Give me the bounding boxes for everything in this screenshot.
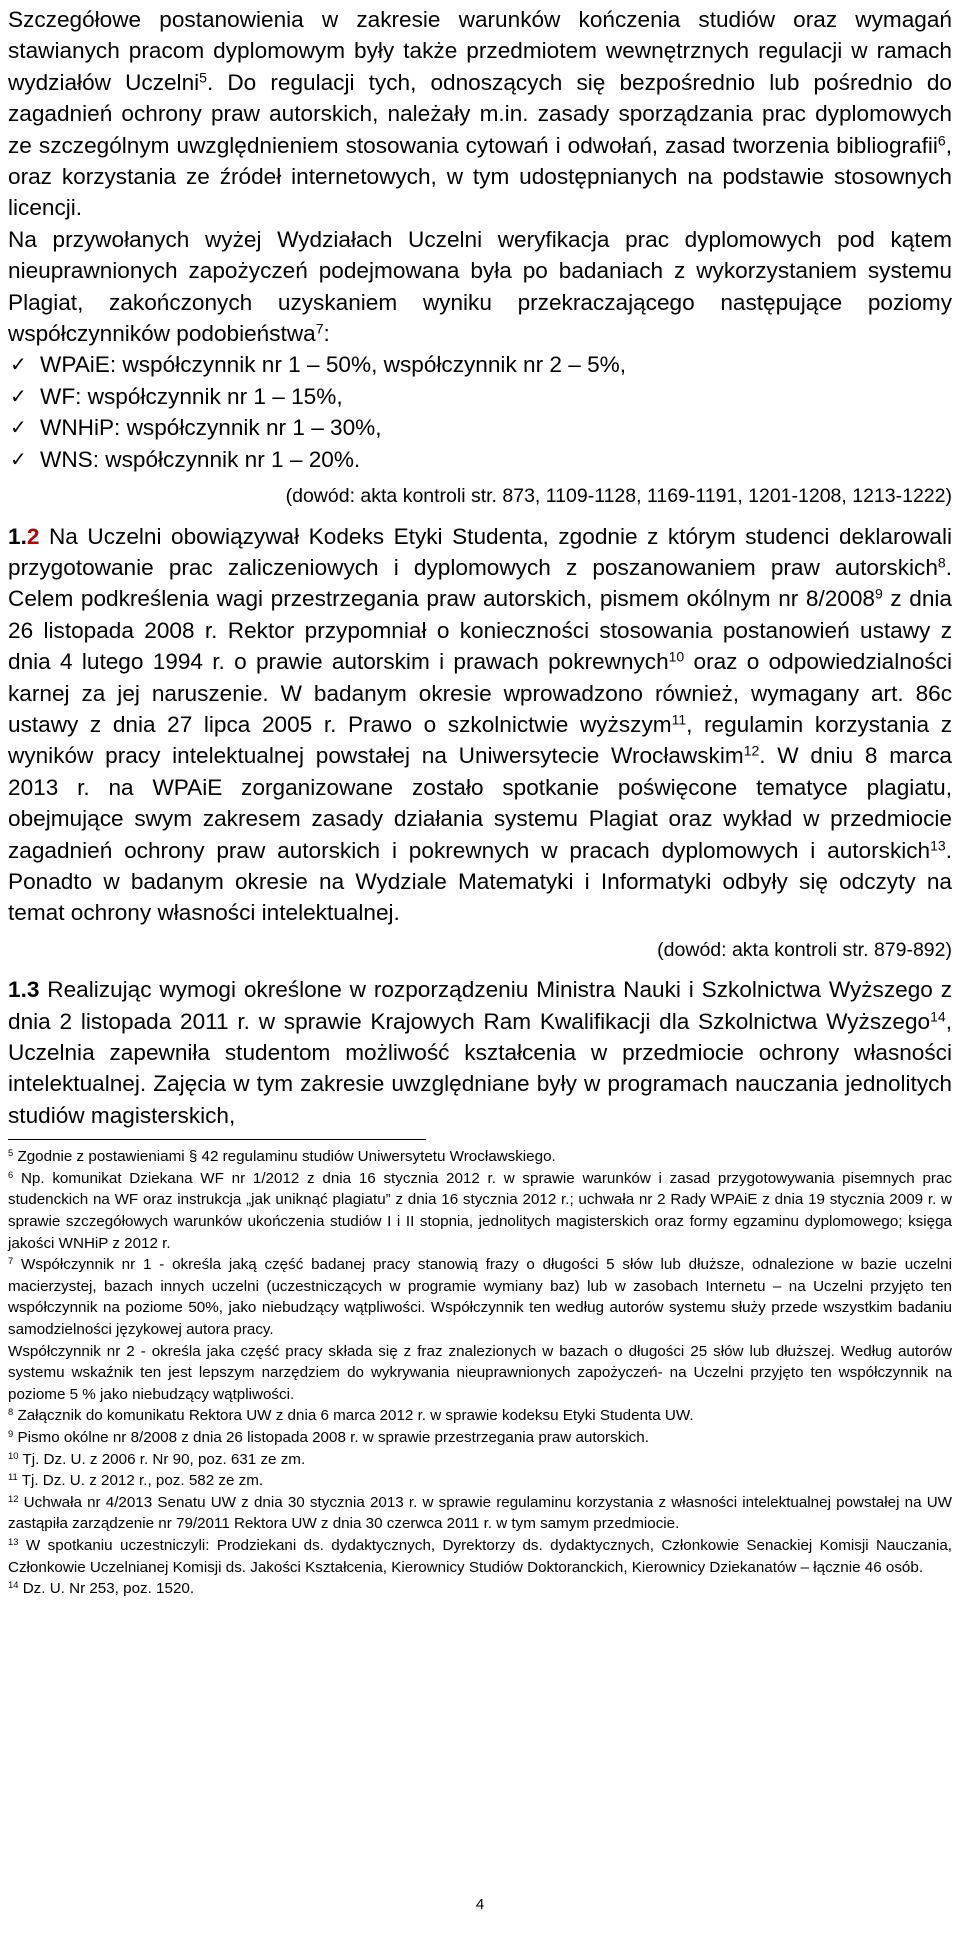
footnote-ref-10[interactable]: 10 — [668, 648, 685, 665]
footnote-ref-8[interactable]: 8 — [937, 554, 946, 571]
section-number: 1.2 — [8, 523, 40, 549]
evidence-note: (dowód: akta kontroli str. 879-892) — [657, 938, 952, 961]
page-number: 4 — [475, 1896, 485, 1913]
section-1-3: 1.3 Realizując wymogi określone w rozporządzeniu Ministra Nauki i Szkolnictwa Wyższego z dnia 2 listopada 2011 r. w sprawie Krajowych Ram Kwalifikacji dla Szkolnictwa Wyższego$^{14}$, Uczelnia zapewniła studentom możliwość kształcenia w przedmiocie ochrony własności intelektualnej. Zajęcia w tym zakresie uwzględniane były w programach nauczania jednolitych studiów magisterskich, — [8, 977, 952, 1128]
footnote: $^8$ Załącznik do komunikatu Rektora UW z dnia 6 marca 2012 r. w sprawie kodeksu Etyki Studenta UW. — [8, 1406, 694, 1425]
similarity-thresholds-list — [8, 349, 952, 475]
checkmark-icon: ✓ — [10, 352, 27, 377]
footnote: $^{11}$ Tj. Dz. U. z 2012 r., poz. 582 ze zm. — [8, 1470, 264, 1490]
footnote-ref-14[interactable]: 14 — [930, 1007, 946, 1024]
list-item: ✓ WPAiE: współczynnik nr 1 – 50%, współczynnik nr 2 – 5%, — [8, 349, 952, 380]
section-number: 1.3 — [8, 977, 40, 1003]
footnote-ref-11[interactable]: 11 — [671, 711, 687, 728]
paragraph-graduation-rules: Szczegółowe postanowienia w zakresie warunków kończenia studiów oraz wymagań stawianych pracom dyplomowym były także przedmiotem wewnętrznych regulacji w ramach wydziałów Uczelni$^5$. Do regulacji tych, odnoszących się bezpośrednio lub pośrednio do zagadnień ochrony praw autorskich, należały m.in. zasady sporządzania prac dyplomowych ze szczególnym uwzględnieniem stosowania cytowań i odwołań, zasad tworzenia bibliografii$^6$, oraz korzystania ze źródeł internetowych, w tym udostępnianych na podstawie stosownych licencji. — [8, 7, 952, 221]
footnote-ref-9[interactable]: 9 — [875, 585, 883, 602]
footnote-ref-6[interactable]: 6 — [937, 131, 946, 148]
footnote: $^{12}$ Uchwała nr 4/2013 Senatu UW z dnia 30 stycznia 2013 r. w sprawie regulaminu korzystania z własności intelektualnej powstałej na UW zastąpiła zarządzenie nr 79/2011 Rektora UW z dnia 30 czerwca 2011 r. w tym samym przedmiocie. — [8, 1492, 952, 1533]
footnote: $^{14}$ Dz. U. Nr 253, poz. 1520. — [8, 1578, 195, 1598]
footnote: $^{13}$ W spotkaniu uczestniczyli: Prodziekani ds. dydaktycznych, Dyrektorzy ds. dydaktycznych, Członkowie Senackiej Komisji Nauczania, Członkowie Uczelnianej Komisji ds. Jakości Kształcenia, Kierownicy Studiów Doktoranckich, Kierownicy Dziekanatów – łącznie 46 osób. — [8, 1535, 952, 1576]
list-item: ✓ WNHiP: współczynnik nr 1 – 30%, — [8, 412, 952, 443]
footnote: $^5$ Zgodnie z postawieniami § 42 regulaminu studiów Uniwersytetu Wrocławskiego. — [8, 1147, 556, 1166]
footnote-separator — [8, 1139, 426, 1140]
list-item: ✓ WNS: współczynnik nr 1 – 20%. — [8, 444, 952, 475]
evidence-note: (dowód: akta kontroli str. 873, 1109-1128, 1169-1191, 1201-1208, 1213-1222) — [285, 485, 952, 508]
footnote-ref-7[interactable]: 7 — [315, 320, 324, 337]
footnote: $^9$ Pismo okólne nr 8/2008 z dnia 26 listopada 2008 r. w sprawie przestrzegania praw autorskich. — [8, 1427, 649, 1446]
footnote: $^{10}$ Tj. Dz. U. z 2006 r. Nr 90, poz. 631 ze zm. — [8, 1449, 306, 1468]
footnote: Współczynnik nr 2 - określa jaka część pracy składa się z fraz znalezionych w bazach o długości 25 słów lub dłuższej. Według autorów systemu wskaźnik ten jest lepszym narzędziem do wykrywania nieuprawnionych zapożyczeń- na Uczelni przyjęto ten współczynnik na poziome 5 % jako niebudzący wątpliwości. — [8, 1342, 952, 1403]
footnotes — [8, 1146, 952, 1599]
paragraph-plagiarism-verification: Na przywołanych wyżej Wydziałach Uczelni weryfikacja prac dyplomowych pod kątem nieuprawnionych zapożyczeń podejmowana była po badaniach z wykorzystaniem systemu Plagiat, zakończonych uzyskaniem wyniku przekraczającego następujące poziomy współczynników podobieństwa$^7$: — [8, 226, 952, 347]
main-text — [8, 4, 952, 1131]
footnote-ref-5[interactable]: 5 — [199, 69, 207, 86]
checkmark-icon: ✓ — [10, 383, 27, 408]
footnote-ref-12[interactable]: 12 — [743, 742, 760, 759]
checkmark-icon: ✓ — [10, 415, 27, 440]
footnote-ref-13[interactable]: 13 — [930, 836, 946, 853]
section-1-2: 1.2 Na Uczelni obowiązywał Kodeks Etyki Studenta, zgodnie z którym studenci deklarowali przygotowanie prac zaliczeniowych i dyplomowych z poszanowaniem praw autorskich$^8$. Celem podkreślenia wagi przestrzegania praw autorskich, pismem okólnym nr 8/2008$^9$ z dnia 26 listopada 2008 r. Rektor przypomniał o konieczności stosowania postanowień ustawy z dnia 4 lutego 1994 r. o prawie autorskim i prawach pokrewnych$^{10}$ oraz o odpowiedzialności karnej za jej naruszenie. W badanym okresie wprowadzono również, wymagany art. 86c ustawy z dnia 27 lipca 2005 r. Prawo o szkolnictwie wyższym$^{11}$, regulamin korzystania z wyników pracy intelektualnej powstałej na Uniwersytecie Wrocławskim$^{12}$. W dniu 8 marca 2013 r. na WPAiE zorganizowane zostało spotkanie poświęcone tematyce plagiatu, obejmujące swym zakresem zasady działania systemu Plagiat oraz wykład w przedmiocie zagadnień ochrony praw autorskich i pokrewnych w pracach dyplomowych i autorskich$^{13}$. Ponadto w badanym okresie na Wydziale Matematyki i Informatyki odbyły się odczyty na temat ochrony własności intelektualnej. — [8, 523, 952, 926]
footnote: $^7$ Współczynnik nr 1 - określa jaką część badanej pracy stanowią frazy o długości 5 słów lub dłuższe, odnalezione w bazie uczelni macierzystej, bazach innych uczelni (uczestniczących w programie wymiany baz) lub w zasobach Internetu – na Uczelni przyjęto ten współczynnik na poziome 50%, jako niebudzący wątpliwości. Współczynnik ten według autorów systemu służy przede wszystkim badaniu samodzielności językowej autora pracy. — [8, 1255, 952, 1338]
checkmark-icon: ✓ — [10, 446, 27, 471]
footnote: $^6$ Np. komunikat Dziekana WF nr 1/2012 z dnia 16 stycznia 2012 r. w sprawie warunków i zasad przygotowywania pisemnych prac studenckich na WF oraz instrukcja „jak uniknąć plagiatu” z dnia 16 stycznia 2012 r.; uchwała nr 2 Rady WPAiE z dnia 19 stycznia 2009 r. w sprawie szczegółowych warunków ukończenia studiów I i II stopnia, jednolitych magisterskich oraz formy egzaminu dyplomowego; księga jakości WNHiP z 2012 r. — [8, 1168, 952, 1252]
list-item: ✓ WF: współczynnik nr 1 – 15%, — [8, 381, 952, 412]
